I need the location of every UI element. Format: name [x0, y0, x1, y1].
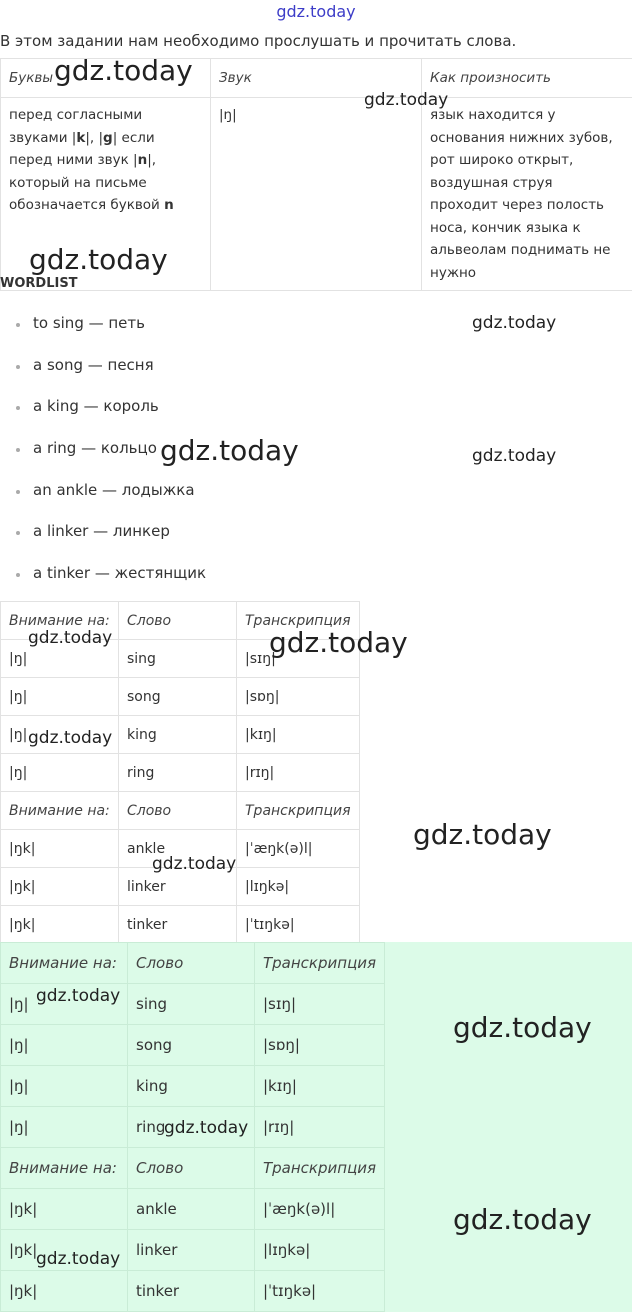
site-logo[interactable]: gdz.today [276, 2, 356, 21]
table-row: |ŋk| linker |lɪŋkə| [1, 1230, 385, 1271]
watermark: gdz.today [472, 446, 557, 466]
watermark: gdz.today [29, 243, 168, 276]
watermark: gdz.today [364, 90, 449, 110]
intro-text: В этом задании нам необходимо прослушать и прочитать слова. [0, 32, 517, 50]
watermark: gdz.today [36, 1249, 121, 1269]
watermark: gdz.today [413, 818, 552, 851]
table-row: |ŋ| king |kɪŋ| [1, 716, 360, 754]
table-row: |ŋ| song |sɒŋ| [1, 1025, 385, 1066]
watermark: gdz.today [28, 728, 113, 748]
letters-cell: перед согласными звуками |k|, |g| если перед ними звук |n|, который на письме обозначается буквой n [1, 98, 211, 291]
table-row: |ŋ| ring |rɪŋ| [1, 754, 360, 792]
sound-cell: |ŋ| [211, 98, 422, 291]
table-row: |ŋ| sing |sɪŋ| [1, 984, 385, 1025]
header-sound: Звук [211, 59, 422, 98]
table-row: |ŋk| ankle |ˈæŋk(ə)l| [1, 830, 360, 868]
list-item: a song — песня [0, 356, 206, 398]
watermark: gdz.today [36, 986, 121, 1006]
table-row: |ŋk| ankle |ˈæŋk(ə)l| [1, 1189, 385, 1230]
pronounce-cell: язык находится у основания нижних зубов, рот широко открыт, воздушная струя проходит через полость носа, кончик языка к альвеолам поднимать не нужно [422, 98, 632, 291]
watermark: gdz.today [453, 1203, 592, 1236]
list-item: a ring — кольцо [0, 439, 206, 481]
table-row: |ŋk| tinker |ˈtɪŋkə| [1, 906, 360, 944]
list-item: a tinker — жестянщик [0, 564, 206, 606]
header-transcription: Транскрипция [237, 602, 360, 640]
header-word: Слово [128, 1148, 255, 1189]
table-row: |ŋk| tinker |ˈtɪŋkə| [1, 1271, 385, 1312]
table-row: |ŋ| king |kɪŋ| [1, 1066, 385, 1107]
header-letters: Буквы [1, 59, 211, 98]
table-row: |ŋ| sing |sɪŋ| [1, 640, 360, 678]
watermark: gdz.today [54, 54, 193, 87]
header-focus: Внимание на: [1, 1148, 128, 1189]
table-row: |ŋk| linker |lɪŋkə| [1, 868, 360, 906]
watermark: gdz.today [269, 626, 408, 659]
table-row: |ŋ| ring |rɪŋ| [1, 1107, 385, 1148]
header-transcription: Транскрипция [255, 1148, 385, 1189]
header-pronounce: Как произносить [422, 59, 632, 98]
table-row: |ŋ| song |sɒŋ| [1, 678, 360, 716]
header-transcription: Транскрипция [237, 792, 360, 830]
header-focus: Внимание на: [1, 602, 119, 640]
header-transcription: Транскрипция [255, 943, 385, 984]
header-word: Слово [128, 943, 255, 984]
header-focus: Внимание на: [1, 943, 128, 984]
watermark: gdz.today [472, 313, 557, 333]
list-item: a linker — линкер [0, 522, 206, 564]
header-word: Слово [119, 792, 237, 830]
header-focus: Внимание на: [1, 792, 119, 830]
list-item: an ankle — лодыжка [0, 481, 206, 523]
watermark: gdz.today [28, 628, 113, 648]
wordlist-heading: WORDLIST [0, 276, 78, 291]
list-item: to sing — петь [0, 314, 206, 356]
watermark: gdz.today [453, 1011, 592, 1044]
list-item: a king — король [0, 397, 206, 439]
header-word: Слово [119, 602, 237, 640]
watermark: gdz.today [160, 434, 299, 467]
watermark: gdz.today [152, 854, 237, 874]
watermark: gdz.today [164, 1118, 249, 1138]
